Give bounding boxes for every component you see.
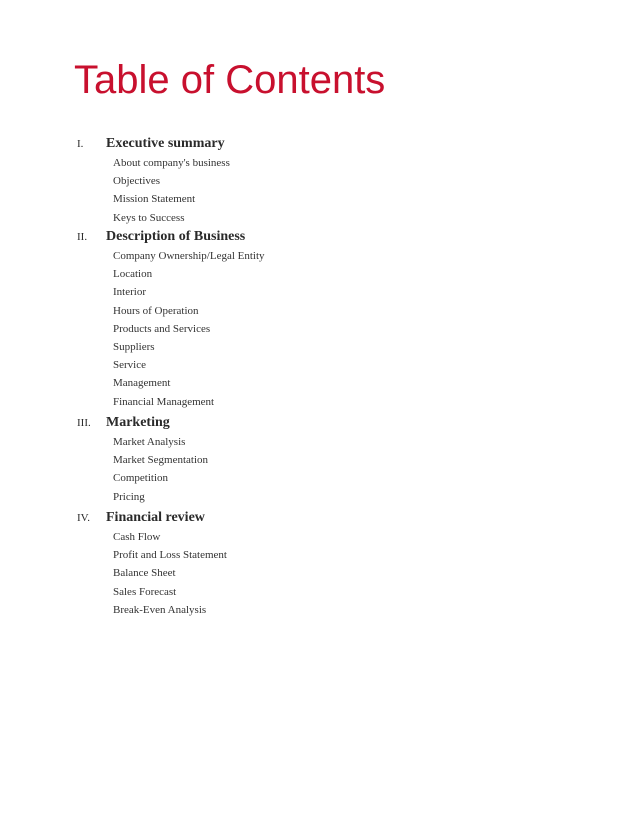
subsection-list [113, 247, 265, 411]
toc-item: About company's business [113, 157, 230, 169]
toc-item: Market Segmentation [113, 454, 209, 467]
toc-item: Objectives [113, 175, 161, 188]
toc-item: Suppliers [113, 340, 155, 353]
toc-item: Keys to Success [113, 211, 185, 224]
toc-item: Balance Sheet [113, 567, 176, 580]
page-title: Table of Contents [74, 58, 386, 102]
section-heading: Marketing [106, 415, 170, 430]
toc-item: Pricing [113, 490, 145, 503]
section-numeral: II. [77, 231, 88, 243]
section-heading: Description of Business [106, 229, 246, 244]
toc-item: Sales Forecast [113, 585, 177, 598]
toc-item: Cash Flow [113, 531, 161, 543]
subsection-list [113, 528, 227, 619]
toc-item: Financial Management [113, 395, 215, 408]
toc-item: Profit and Loss Statement [113, 549, 227, 562]
toc-item: Management [113, 377, 171, 390]
section-heading: Financial review [106, 510, 205, 525]
subsection-list [113, 433, 208, 506]
section-numeral: IV. [77, 512, 90, 524]
toc-item: Service [113, 359, 146, 372]
toc-item: Competition [113, 472, 168, 485]
toc-item: Break-Even Analysis [113, 603, 207, 616]
subsection-list [113, 154, 230, 227]
toc-item: Location [113, 268, 153, 281]
section-heading: Executive summary [106, 136, 225, 151]
section-numeral: III. [77, 417, 91, 429]
toc-item: Mission Statement [113, 193, 196, 206]
toc-item: Interior [113, 286, 146, 299]
toc-item: Hours of Operation [113, 304, 199, 317]
toc-item: Market Analysis [113, 436, 186, 448]
toc-item: Products and Services [113, 322, 211, 335]
toc-item: Company Ownership/Legal Entity [113, 250, 265, 262]
section-numeral: I. [77, 138, 84, 150]
